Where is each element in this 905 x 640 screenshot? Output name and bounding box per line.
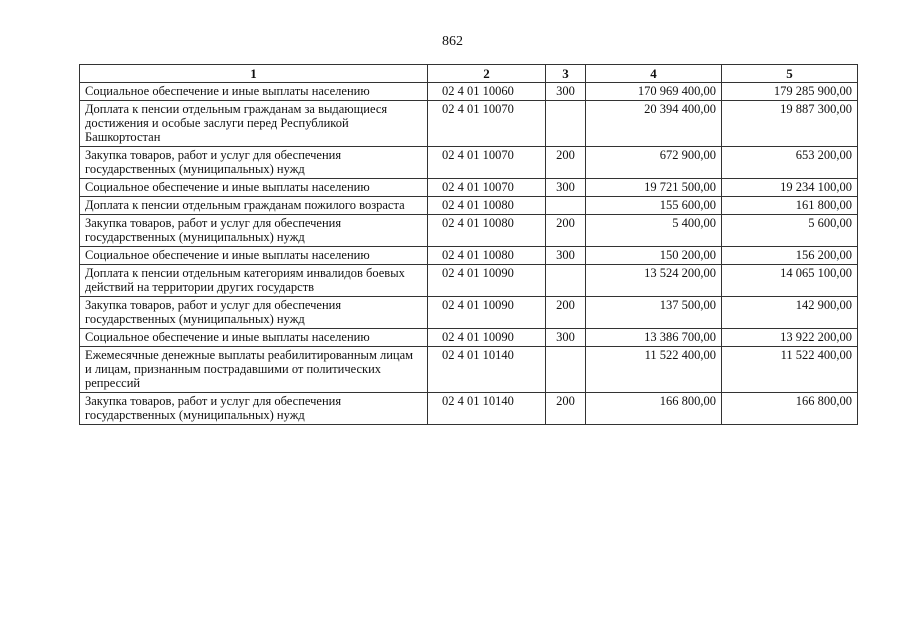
- row-name: Социальное обеспечение и иные выплаты населению: [80, 247, 428, 265]
- row-amount-col4: 155 600,00: [586, 197, 722, 215]
- row-amount-col5: 179 285 900,00: [722, 83, 858, 101]
- row-amount-col5: 161 800,00: [722, 197, 858, 215]
- row-code: 02 4 01 10090: [428, 297, 546, 329]
- row-amount-col4: 5 400,00: [586, 215, 722, 247]
- row-amount-col5: 14 065 100,00: [722, 265, 858, 297]
- row-amount-col4: 170 969 400,00: [586, 83, 722, 101]
- table-row: [80, 215, 858, 247]
- row-name: Закупка товаров, работ и услуг для обеспечения государственных (муниципальных) нужд: [80, 147, 428, 179]
- row-amount-col4: 13 524 200,00: [586, 265, 722, 297]
- row-amount-col4: 19 721 500,00: [586, 179, 722, 197]
- row-type: 200: [546, 393, 586, 425]
- row-type: 300: [546, 83, 586, 101]
- row-type: [546, 101, 586, 147]
- row-type: 200: [546, 147, 586, 179]
- row-amount-col4: 672 900,00: [586, 147, 722, 179]
- row-code: 02 4 01 10090: [428, 329, 546, 347]
- row-name: Закупка товаров, работ и услуг для обеспечения государственных (муниципальных) нужд: [80, 297, 428, 329]
- table-row: [80, 329, 858, 347]
- row-amount-col5: 11 522 400,00: [722, 347, 858, 393]
- table-row: [80, 265, 858, 297]
- column-header-4: 4: [586, 65, 722, 83]
- table-row: [80, 197, 858, 215]
- table-row: [80, 393, 858, 425]
- table-row: [80, 297, 858, 329]
- row-type: 200: [546, 297, 586, 329]
- row-type: [546, 347, 586, 393]
- row-type: [546, 197, 586, 215]
- row-code: 02 4 01 10140: [428, 347, 546, 393]
- row-name: Доплата к пенсии отдельным категориям инвалидов боевых действий на территории других государств: [80, 265, 428, 297]
- row-type: 300: [546, 329, 586, 347]
- row-amount-col5: 13 922 200,00: [722, 329, 858, 347]
- row-amount-col4: 166 800,00: [586, 393, 722, 425]
- table-header-row: [80, 65, 858, 83]
- row-amount-col4: 11 522 400,00: [586, 347, 722, 393]
- row-name: Доплата к пенсии отдельным гражданам за выдающиеся достижения и особые заслуги перед Республикой Башкортостан: [80, 101, 428, 147]
- row-code: 02 4 01 10140: [428, 393, 546, 425]
- row-code: 02 4 01 10080: [428, 197, 546, 215]
- row-code: 02 4 01 10070: [428, 147, 546, 179]
- column-header-3: 3: [546, 65, 586, 83]
- row-type: 200: [546, 215, 586, 247]
- row-name: Закупка товаров, работ и услуг для обеспечения государственных (муниципальных) нужд: [80, 393, 428, 425]
- page-number: 862: [442, 34, 463, 49]
- row-name: Социальное обеспечение и иные выплаты населению: [80, 83, 428, 101]
- row-code: 02 4 01 10070: [428, 101, 546, 147]
- row-amount-col5: 5 600,00: [722, 215, 858, 247]
- column-header-5: 5: [722, 65, 858, 83]
- row-name: Социальное обеспечение и иные выплаты населению: [80, 329, 428, 347]
- table-row: [80, 83, 858, 101]
- table-row: [80, 247, 858, 265]
- row-amount-col5: 19 234 100,00: [722, 179, 858, 197]
- column-header-2: 2: [428, 65, 546, 83]
- row-name: Ежемесячные денежные выплаты реабилитированным лицам и лицам, признанным пострадавшими от политических репрессий: [80, 347, 428, 393]
- table-row: [80, 179, 858, 197]
- row-code: 02 4 01 10080: [428, 247, 546, 265]
- row-name: Социальное обеспечение и иные выплаты населению: [80, 179, 428, 197]
- row-amount-col5: 653 200,00: [722, 147, 858, 179]
- row-type: [546, 265, 586, 297]
- row-code: 02 4 01 10080: [428, 215, 546, 247]
- row-amount-col5: 19 887 300,00: [722, 101, 858, 147]
- row-amount-col4: 13 386 700,00: [586, 329, 722, 347]
- row-type: 300: [546, 179, 586, 197]
- table-row: [80, 347, 858, 393]
- row-amount-col5: 156 200,00: [722, 247, 858, 265]
- column-header-1: 1: [80, 65, 428, 83]
- row-code: 02 4 01 10090: [428, 265, 546, 297]
- row-name: Доплата к пенсии отдельным гражданам пожилого возраста: [80, 197, 428, 215]
- row-code: 02 4 01 10070: [428, 179, 546, 197]
- row-name: Закупка товаров, работ и услуг для обеспечения государственных (муниципальных) нужд: [80, 215, 428, 247]
- budget-table: [79, 64, 858, 425]
- row-type: 300: [546, 247, 586, 265]
- row-code: 02 4 01 10060: [428, 83, 546, 101]
- row-amount-col5: 166 800,00: [722, 393, 858, 425]
- row-amount-col4: 20 394 400,00: [586, 101, 722, 147]
- row-amount-col5: 142 900,00: [722, 297, 858, 329]
- row-amount-col4: 150 200,00: [586, 247, 722, 265]
- table-row: [80, 147, 858, 179]
- row-amount-col4: 137 500,00: [586, 297, 722, 329]
- table-row: [80, 101, 858, 147]
